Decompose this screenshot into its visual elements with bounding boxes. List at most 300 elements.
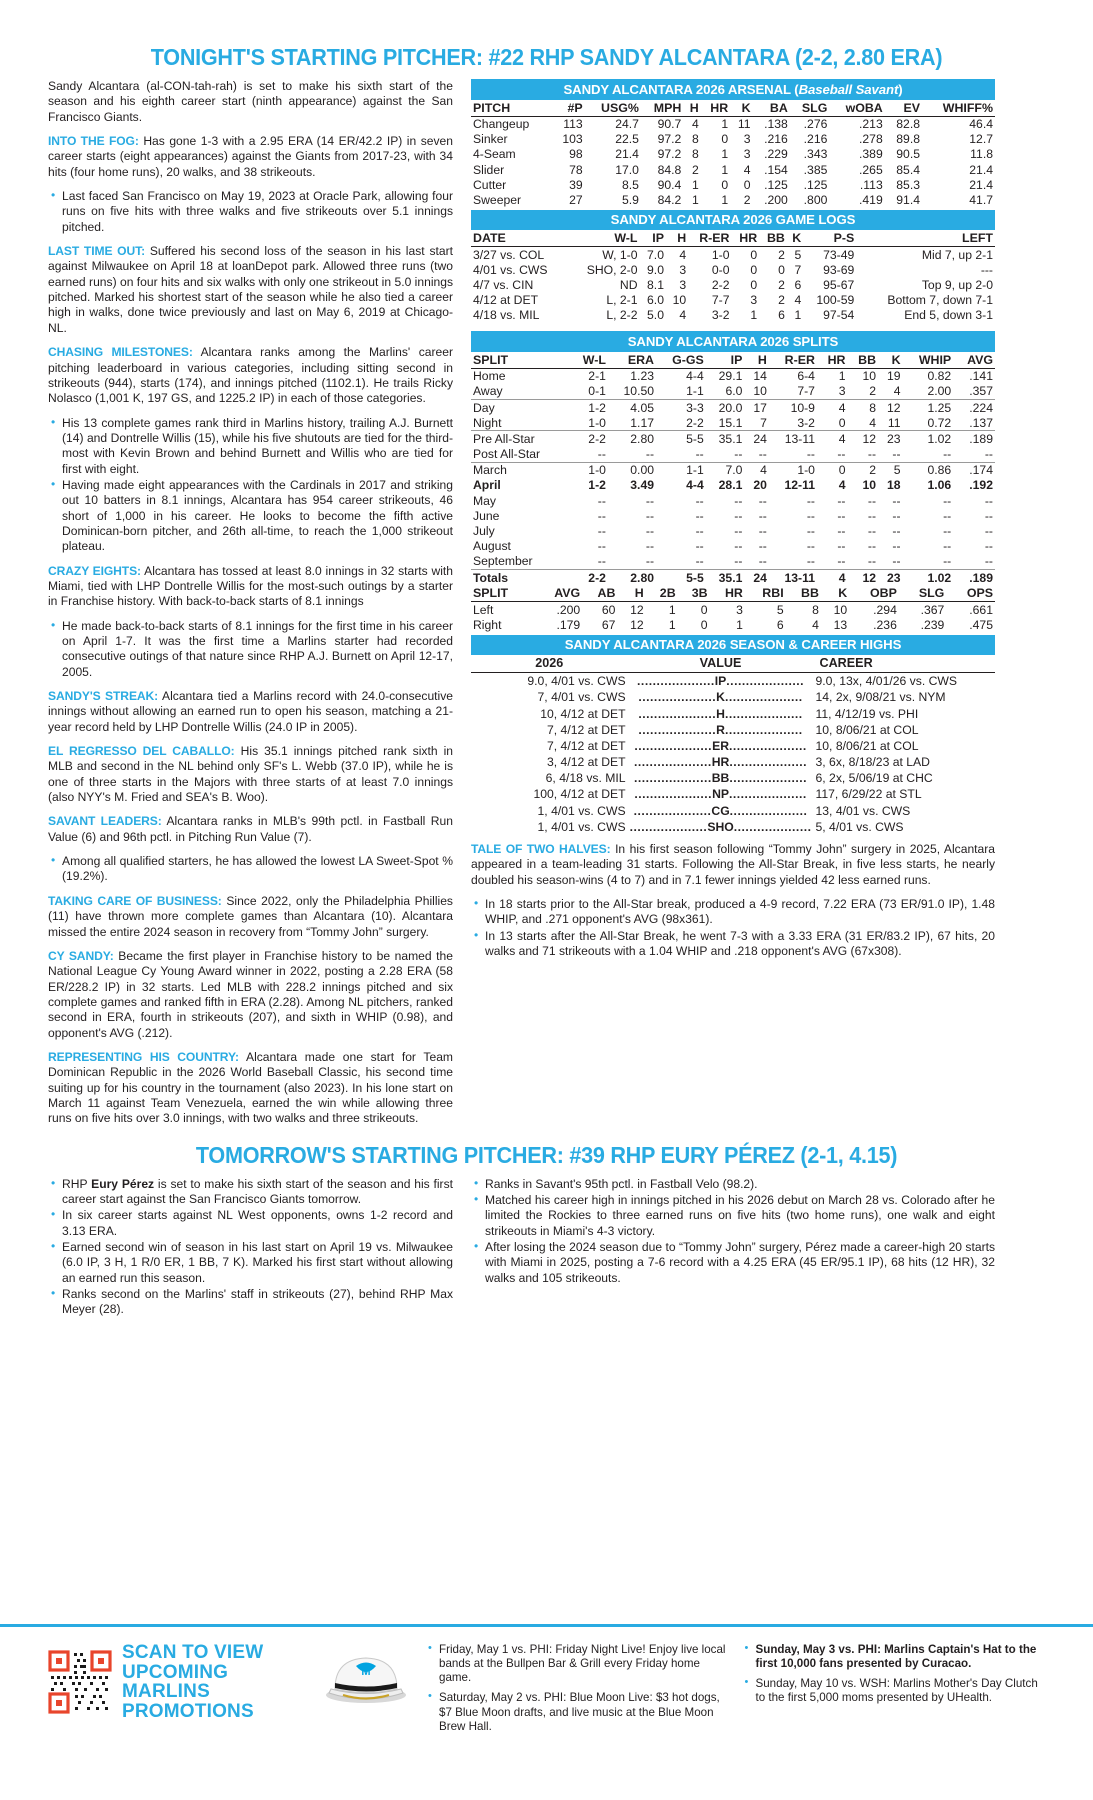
table-cell: .357	[953, 384, 995, 400]
column-header: SPLIT	[471, 352, 570, 369]
table-cell: --	[597, 524, 606, 539]
table-cell: 97.2	[657, 147, 682, 162]
table-cell: Sweeper	[473, 193, 522, 208]
table-cell: .419	[859, 193, 883, 208]
table-cell: SHO, 2-0	[586, 262, 638, 277]
highs-row	[471, 722, 995, 738]
table-row	[471, 308, 995, 323]
table-cell: --	[903, 447, 954, 463]
note-paragraph	[48, 814, 453, 845]
table-cell: 1	[721, 147, 729, 162]
table-cell: 5	[776, 602, 784, 617]
highs-stat-abbrev: SHO	[707, 819, 734, 834]
table-cell: 84.2	[657, 193, 682, 208]
table-cell: 1	[691, 193, 699, 208]
table-cell: 8	[869, 400, 877, 415]
table-cell: 8.5	[621, 177, 639, 192]
table-cell: 12-11	[784, 478, 815, 493]
table-cell: 7-7	[711, 293, 730, 308]
column-header: R-ER	[688, 230, 731, 247]
table-cell: 3	[679, 278, 687, 293]
highs-row	[471, 689, 995, 705]
table-cell: --	[734, 508, 743, 523]
note-text: His 35.1 innings pitched rank sixth in MLB and second in the NL behind only SF's L. Webb (37.0 IP), while he is one of three starts in the Majors with three starts of at least 7.0 innings (also NYY's M. Fried and SEA's B. Woo).	[48, 744, 453, 805]
note-heading: CRAZY EIGHTS:	[48, 563, 141, 578]
table-cell: Top 9, up 2-0	[921, 278, 993, 293]
column-header: K	[730, 100, 752, 117]
note-text: Has gone 1-3 with a 2.95 ERA (14 ER/42.2 IP) in seven career starts (eight appearances) against the Giants from 2017-23, with 34 hits (four home runs), 20 walks, and 38 strikeouts.	[48, 134, 453, 179]
table-cell: 5-5	[686, 431, 704, 446]
note-text: Since 2022, only the Philadelphia Phillies (11) have thrown more complete games than Alcantara (10). Alcantara missed the entire 2024 season in recovery from “Tommy John” surgery.	[48, 893, 453, 939]
note-text: Alcantara tied a Marlins record with 24.0-consecutive innings without allowing an earned run to open his season, matching a 21-year record held by LHP Dontrelle Willis (24.0 IP in 2005).	[48, 689, 453, 734]
note-text: Suffered his second loss of the season in his last start against Milwaukee on April 18 at loanDepot park. Allowed three runs (two earned runs) on four hits and six walks with only one strikeout in 5.0 innings pitched. Marked his shortest start of the season while he also tied a career high in walks, done twice previously and last on May 6, 2019 at Chicago-NL.	[48, 244, 453, 335]
table-cell: 3-2	[711, 308, 730, 323]
table-cell: --	[656, 554, 706, 570]
column-header: P-S	[803, 230, 856, 247]
table-cell: 28.1	[718, 478, 743, 493]
highs-season-value: 1, 4/01 vs. CWS	[537, 803, 626, 818]
highs-body	[471, 673, 995, 835]
highs-stat-abbrev: CG	[711, 803, 730, 818]
note-text: Alcantara made one start for Team Dominican Republic in the 2026 World Baseball Classic, his second time suiting up for his country in the tournament (also 2023). In his lone start on March 11 against Team Venezuela, earned the win while allowing three runs on five hits over 3.0 innings, with two walks and three strikeouts.	[48, 1049, 453, 1126]
table-cell: 7.0	[725, 463, 743, 478]
table-cell: 4	[679, 308, 687, 323]
note-paragraph	[48, 345, 453, 406]
promo-item: • Sunday, May 10 vs. WSH: Marlins Mother's Day Clutch to the first 5,000 moms presented by UHealth.	[743, 1677, 1046, 1705]
table-cell: .189	[969, 431, 993, 446]
scan-line-0: SCAN TO VIEW	[122, 1642, 264, 1663]
column-header: DATE	[471, 230, 570, 247]
table-cell: 4-Seam	[473, 147, 516, 162]
table-cell: --	[744, 447, 768, 463]
table-row	[471, 293, 995, 308]
column-header: HR	[701, 100, 730, 117]
gamelogs-header-row	[471, 230, 995, 247]
table-cell: --	[734, 524, 743, 539]
highs-season-value: 3, 4/12 at DET	[547, 755, 626, 770]
note-heading: SAVANT LEADERS:	[48, 814, 162, 829]
highs-season-value: 7, 4/12 at DET	[547, 722, 626, 737]
table-cell: --	[984, 539, 993, 554]
arsenal-body	[471, 116, 995, 208]
table-cell: --	[984, 508, 993, 523]
table-cell: --	[903, 554, 954, 570]
table-cell: 14	[753, 369, 767, 384]
table-cell: 1.25	[927, 400, 952, 415]
note-paragraph	[48, 79, 453, 125]
highs-stat-label: ....................BB....................	[634, 771, 808, 786]
table-cell: Bottom 7, down 7-1	[887, 293, 993, 308]
scan-qr-block[interactable]	[48, 1643, 306, 1721]
table-cell: Right	[473, 617, 502, 632]
column-header: HR	[817, 352, 848, 369]
table-cell: 9.0	[647, 262, 664, 277]
table-cell: 4/18 vs. MIL	[473, 308, 540, 323]
column-header: AB	[582, 585, 617, 602]
highs-stat-abbrev: H	[716, 706, 725, 721]
table-cell: 4	[838, 570, 846, 585]
table-cell: .265	[859, 162, 883, 177]
table-cell: 103	[562, 132, 583, 147]
highs-stat-label: ....................CG....................	[633, 803, 808, 818]
table-cell: August	[473, 539, 511, 554]
table-cell: 12	[886, 400, 901, 415]
table-cell: 89.8	[896, 132, 921, 147]
tale-bullet-item: • In 18 starts prior to the All-Star break, produced a 4-9 record, 7.22 ERA (73 ER/91.0 IP), 1.48 WHIP, and .271 opponent's AVG (98x361).	[471, 897, 995, 928]
marlins-captains-hat-image	[320, 1643, 412, 1705]
table-cell: 60	[601, 602, 616, 617]
highs-career-value: 9.0, 13x, 4/01/26 vs. CWS	[815, 674, 958, 689]
table-cell: 1-0	[570, 415, 608, 431]
arsenal-stat-table	[471, 100, 995, 208]
highs-stat-abbrev: IP	[714, 674, 727, 689]
note-paragraph	[48, 744, 453, 805]
highs-season-value: 9.0, 4/01 vs. CWS	[527, 674, 626, 689]
table-cell: --	[837, 524, 846, 539]
table-cell: 18	[886, 478, 901, 493]
table-cell: ---	[980, 262, 993, 277]
table-cell: 1	[736, 617, 743, 632]
table-cell: 11	[878, 415, 902, 431]
table-cell: ND	[619, 278, 638, 293]
table-cell: 6-4	[797, 369, 815, 384]
table-cell: 8	[691, 132, 699, 147]
table-cell: --	[570, 554, 608, 570]
page-title-tomorrow: TOMORROW'S STARTING PITCHER: #39 RHP EURY PÉREZ (2-1, 4.15)	[195, 1141, 898, 1168]
highs-stat-label: ....................IP....................	[637, 674, 805, 689]
table-cell: W, 1-0	[602, 247, 638, 262]
promo-item: • Saturday, May 2 vs. PHI: Blue Moon Live: $3 hot dogs, $7 Blue Moon drafts, and live music at the Blue Moon Brew Hall.	[426, 1691, 729, 1733]
table-cell: 2	[778, 247, 785, 262]
column-header: SLG	[899, 585, 946, 602]
highs-stat-label: ....................ER....................	[634, 738, 807, 753]
column-header: G-GS	[656, 352, 706, 369]
table-cell: 10-9	[790, 400, 815, 415]
table-cell: --	[892, 524, 901, 539]
table-cell: 85.4	[896, 162, 921, 177]
table-row	[471, 431, 995, 447]
tale-heading: TALE OF TWO HALVES:	[471, 841, 611, 856]
table-cell: 1-0	[588, 463, 606, 478]
column-header: SPLIT	[471, 585, 534, 602]
table-cell: 20	[753, 478, 767, 493]
table-row	[471, 278, 995, 293]
table-cell: --	[656, 447, 706, 463]
table-cell: 15.1	[706, 415, 745, 431]
highs-career-value: 14, 2x, 9/08/21 vs. NYM	[815, 690, 946, 705]
qr-code-icon[interactable]	[48, 1650, 112, 1714]
note-bullet-item: • His 13 complete games rank third in Marlins history, trailing A.J. Burnett (14) and Dontrelle Willis (15), while his five shutouts are tied for the third-most with Kevin Brown and behind Burnett and Willis who are tied for first with eight.	[48, 416, 453, 477]
table-cell: 3	[743, 147, 751, 162]
table-cell: 91.4	[896, 193, 921, 208]
table-cell: .179	[556, 617, 581, 632]
table-cell: --	[867, 524, 877, 539]
table-cell: 67	[601, 617, 616, 632]
table-cell: --	[645, 539, 655, 554]
table-cell: 3	[817, 384, 848, 400]
table-cell: .278	[859, 132, 883, 147]
column-header: H	[744, 352, 768, 369]
left-notes-column	[48, 79, 453, 1136]
table-cell: 24	[753, 570, 767, 585]
table-cell: 27	[569, 193, 583, 208]
table-cell: --	[608, 447, 656, 463]
table-cell: .189	[969, 570, 993, 585]
table-cell: 20.0	[718, 400, 743, 415]
table-cell: 0.86	[927, 463, 952, 478]
splits-body	[471, 368, 995, 585]
table-cell: 0	[750, 278, 758, 293]
table-cell: .367	[920, 602, 945, 617]
table-cell: March	[473, 463, 507, 478]
column-header: W-L	[570, 352, 608, 369]
arsenal-table-title: SANDY ALCANTARA 2026 ARSENAL (Baseball Savant)	[471, 79, 995, 100]
table-cell: 73-49	[823, 247, 855, 262]
table-cell: Left	[473, 602, 494, 617]
table-cell: .125	[764, 177, 788, 192]
highs-career-value: 10, 8/06/21 at COL	[815, 738, 919, 753]
note-text: Became the first player in Franchise history to be named the National League Cy Young Award winner in 2022, posting a 2.28 ERA (58 ER/228.2 IP) in 32 starts. Led MLB with 228.2 innings pitched and six complete games and ranked fifth in ERA (2.28). Among NL pitchers, ranked second in ERA, fourth in strikeouts (207), and sixth in WHIP (0.98), and opponent's AVG (.212).	[48, 948, 453, 1040]
table-cell: 39	[569, 177, 583, 192]
column-header: K	[878, 352, 902, 369]
table-cell: --	[695, 508, 704, 523]
table-row	[471, 177, 995, 192]
highs-season-value: 100, 4/12 at DET	[533, 787, 626, 802]
table-cell: --	[892, 508, 901, 523]
table-cell: 3/27 vs. COL	[473, 247, 545, 262]
note-bullet-item: • Among all qualified starters, he has allowed the lowest LA Sweet-Spot % (19.2%).	[48, 854, 453, 885]
table-cell: 4	[679, 247, 687, 262]
table-cell: --	[943, 508, 952, 523]
table-cell: Sinker	[473, 132, 508, 147]
table-cell: --	[758, 493, 767, 508]
table-cell: 1-1	[656, 384, 706, 400]
table-cell: 10	[833, 602, 848, 617]
table-cell: Cutter	[473, 177, 507, 192]
table-cell: .216	[803, 132, 828, 147]
column-header: OPS	[946, 585, 995, 602]
note-paragraph	[48, 134, 453, 180]
scan-to-view-text	[122, 1643, 263, 1721]
table-row	[471, 262, 995, 277]
table-cell: --	[837, 493, 846, 508]
table-cell: .125	[803, 177, 828, 192]
table-cell: 5-5	[686, 570, 704, 585]
table-row	[471, 462, 995, 478]
table-cell: 1	[668, 602, 676, 617]
table-row	[471, 554, 995, 570]
table-cell: --	[806, 539, 815, 554]
table-cell: .138	[764, 117, 788, 132]
splits-stat-table	[471, 352, 995, 586]
table-cell: 2-2	[588, 431, 606, 446]
table-cell: 1	[721, 162, 729, 177]
note-text: Alcantara ranks in MLB's 99th pctl. in Fastball Run Value (6) and 96th pctl. in Pitching Run Value (7).	[48, 814, 453, 844]
highs-career-value: 3, 6x, 8/18/23 at LAD	[815, 755, 930, 770]
table-cell: --	[943, 524, 952, 539]
table-cell: Post All-Star	[471, 447, 570, 463]
table-cell: 13	[833, 617, 848, 632]
table-cell: 1.17	[608, 415, 656, 431]
table-cell: 1-0	[797, 463, 815, 478]
table-cell: 12	[862, 431, 877, 446]
table-cell: --	[892, 539, 901, 554]
note-text: Alcantara has tossed at least 8.0 innings in 32 starts with Miami, tied with LHP Dontrelle Willis for the most-such outings by a starter in Franchise history. With back-to-back starts of 8.1 innings	[48, 563, 454, 609]
table-cell: 12.7	[969, 132, 993, 147]
table-cell: 1-2	[588, 400, 606, 415]
table-cell: 4	[878, 384, 902, 400]
gamelogs-table	[471, 210, 995, 323]
table-cell: 6.0	[706, 384, 745, 400]
table-cell: --	[806, 493, 815, 508]
table-row	[471, 162, 995, 177]
highs-career-value: 117, 6/29/22 at STL	[815, 787, 922, 802]
table-cell: 41.7	[969, 193, 993, 208]
highs-table	[471, 635, 995, 835]
table-cell: --	[695, 539, 704, 554]
table-cell: 1.06	[927, 478, 952, 493]
table-cell: 90.7	[657, 117, 682, 132]
table-cell: Day	[473, 400, 495, 415]
table-cell: 1.23	[630, 369, 655, 384]
table-cell: .200	[764, 193, 788, 208]
column-header: USG%	[585, 100, 641, 117]
note-heading: CHASING MILESTONES:	[48, 345, 193, 360]
table-cell: 10	[744, 384, 768, 400]
table-cell: --	[837, 508, 846, 523]
highs-stat-abbrev: R	[716, 722, 725, 737]
main-columns	[0, 79, 1093, 1136]
table-cell: 3.49	[630, 478, 655, 493]
gamelogs-table-title: SANDY ALCANTARA 2026 GAME LOGS	[471, 210, 995, 231]
highs-career-value: 6, 2x, 5/06/19 at CHC	[815, 771, 933, 786]
table-cell: 8	[691, 147, 699, 162]
table-cell: 3	[743, 132, 751, 147]
table-cell: 4	[691, 117, 699, 132]
table-cell: 0-0	[711, 262, 730, 277]
highs-stat-abbrev: K	[716, 690, 725, 705]
table-cell: April	[473, 478, 501, 493]
table-cell: --	[645, 493, 655, 508]
table-cell: --	[943, 493, 952, 508]
table-cell: --	[848, 447, 879, 463]
table-cell: 0	[750, 247, 758, 262]
table-cell: .192	[969, 478, 993, 493]
table-cell: --	[867, 493, 877, 508]
gamelogs-body	[471, 247, 995, 323]
promo-item: • Friday, May 1 vs. PHI: Friday Night Live! Enjoy live local bands at the Bullpen Bar & Grill every Friday home game.	[426, 1643, 729, 1685]
highs-stat-abbrev: HR	[711, 755, 730, 770]
table-row	[471, 384, 995, 400]
highs-stat-abbrev: BB	[711, 771, 730, 786]
column-header: K	[821, 585, 849, 602]
table-cell: 21.4	[615, 147, 639, 162]
table-row	[471, 132, 995, 147]
table-cell: 0	[721, 132, 729, 147]
table-cell: 46.4	[969, 117, 993, 132]
table-cell: 4-4	[686, 369, 704, 384]
highs-header-row	[471, 655, 995, 673]
table-cell: --	[943, 539, 952, 554]
highs-row	[471, 673, 995, 690]
tomorrow-left-bullet-item: • Ranks second on the Marlins' staff in strikeouts (27), behind RHP Max Meyer (28).	[48, 1287, 453, 1318]
highs-career-value: 13, 4/01 vs. CWS	[815, 803, 911, 818]
table-cell: 84.8	[657, 162, 682, 177]
table-cell: 22.5	[615, 132, 639, 147]
table-cell: .389	[859, 147, 883, 162]
promo-column-1	[426, 1643, 729, 1740]
table-cell: 35.1	[718, 431, 743, 446]
highs-season-value: 6, 4/18 vs. MIL	[545, 771, 626, 786]
table-cell: 12	[862, 570, 877, 585]
splits-table-title: SANDY ALCANTARA 2026 SPLITS	[471, 331, 995, 352]
promotions-footer	[0, 1624, 1093, 1800]
note-heading: LAST TIME OUT:	[48, 244, 145, 259]
table-cell: --	[706, 554, 745, 570]
note-bullet-list	[48, 619, 453, 680]
table-cell: 4/01 vs. CWS	[473, 262, 548, 277]
column-header: AVG	[953, 352, 995, 369]
highs-season-value: 10, 4/12 at DET	[540, 706, 626, 721]
promo-item: • Sunday, May 3 vs. PHI: Marlins Captain's Hat to the first 10,000 fans presented by Curacao.	[743, 1643, 1046, 1671]
table-cell: 0	[778, 262, 785, 277]
column-header: RBI	[745, 585, 786, 602]
scan-line-3: PROMOTIONS	[122, 1700, 254, 1722]
table-cell: 0	[700, 617, 708, 632]
note-paragraph	[48, 894, 453, 940]
table-cell: 21.4	[969, 177, 993, 192]
highs-table-title: SANDY ALCANTARA 2026 SEASON & CAREER HIGHS	[471, 635, 995, 656]
table-cell: 0-1	[570, 384, 608, 400]
table-cell: Mid 7, up 2-1	[921, 247, 993, 262]
highs-row	[471, 786, 995, 802]
table-cell: --	[867, 539, 877, 554]
highs-stat-abbrev: NP	[712, 787, 729, 802]
table-cell: 93-69	[823, 262, 855, 277]
table-row	[471, 539, 995, 554]
table-cell: 4	[838, 400, 846, 415]
highs-row	[471, 738, 995, 754]
table-row	[471, 617, 995, 632]
arsenal-header-row	[471, 100, 995, 117]
table-totals-row	[471, 570, 995, 586]
table-cell: 24.7	[615, 117, 639, 132]
table-cell: 2	[778, 293, 785, 308]
table-cell: 1-1	[686, 463, 704, 478]
note-heading: EL REGRESSO DEL CABALLO:	[48, 744, 235, 759]
table-cell: 90.5	[896, 147, 921, 162]
column-header: LEFT	[856, 230, 995, 247]
column-header: BA	[753, 100, 790, 117]
column-header: SLG	[790, 100, 830, 117]
table-cell: 21.4	[969, 162, 993, 177]
scan-line-1: UPCOMING	[122, 1661, 229, 1683]
table-cell: 11	[737, 117, 751, 132]
table-cell: 10.50	[608, 384, 656, 400]
note-bullet-list	[48, 854, 453, 885]
highs-row	[471, 770, 995, 786]
table-row	[471, 368, 995, 384]
table-cell: 90.4	[657, 177, 682, 192]
table-cell: 97.2	[657, 132, 682, 147]
table-cell: 3-3	[686, 400, 704, 415]
table-cell: .216	[764, 132, 788, 147]
table-cell: Away	[471, 384, 570, 400]
table-cell: 2.80	[630, 570, 655, 585]
column-header: H	[683, 100, 700, 117]
table-cell: --	[645, 524, 655, 539]
note-heading: TAKING CARE OF BUSINESS:	[48, 893, 222, 908]
